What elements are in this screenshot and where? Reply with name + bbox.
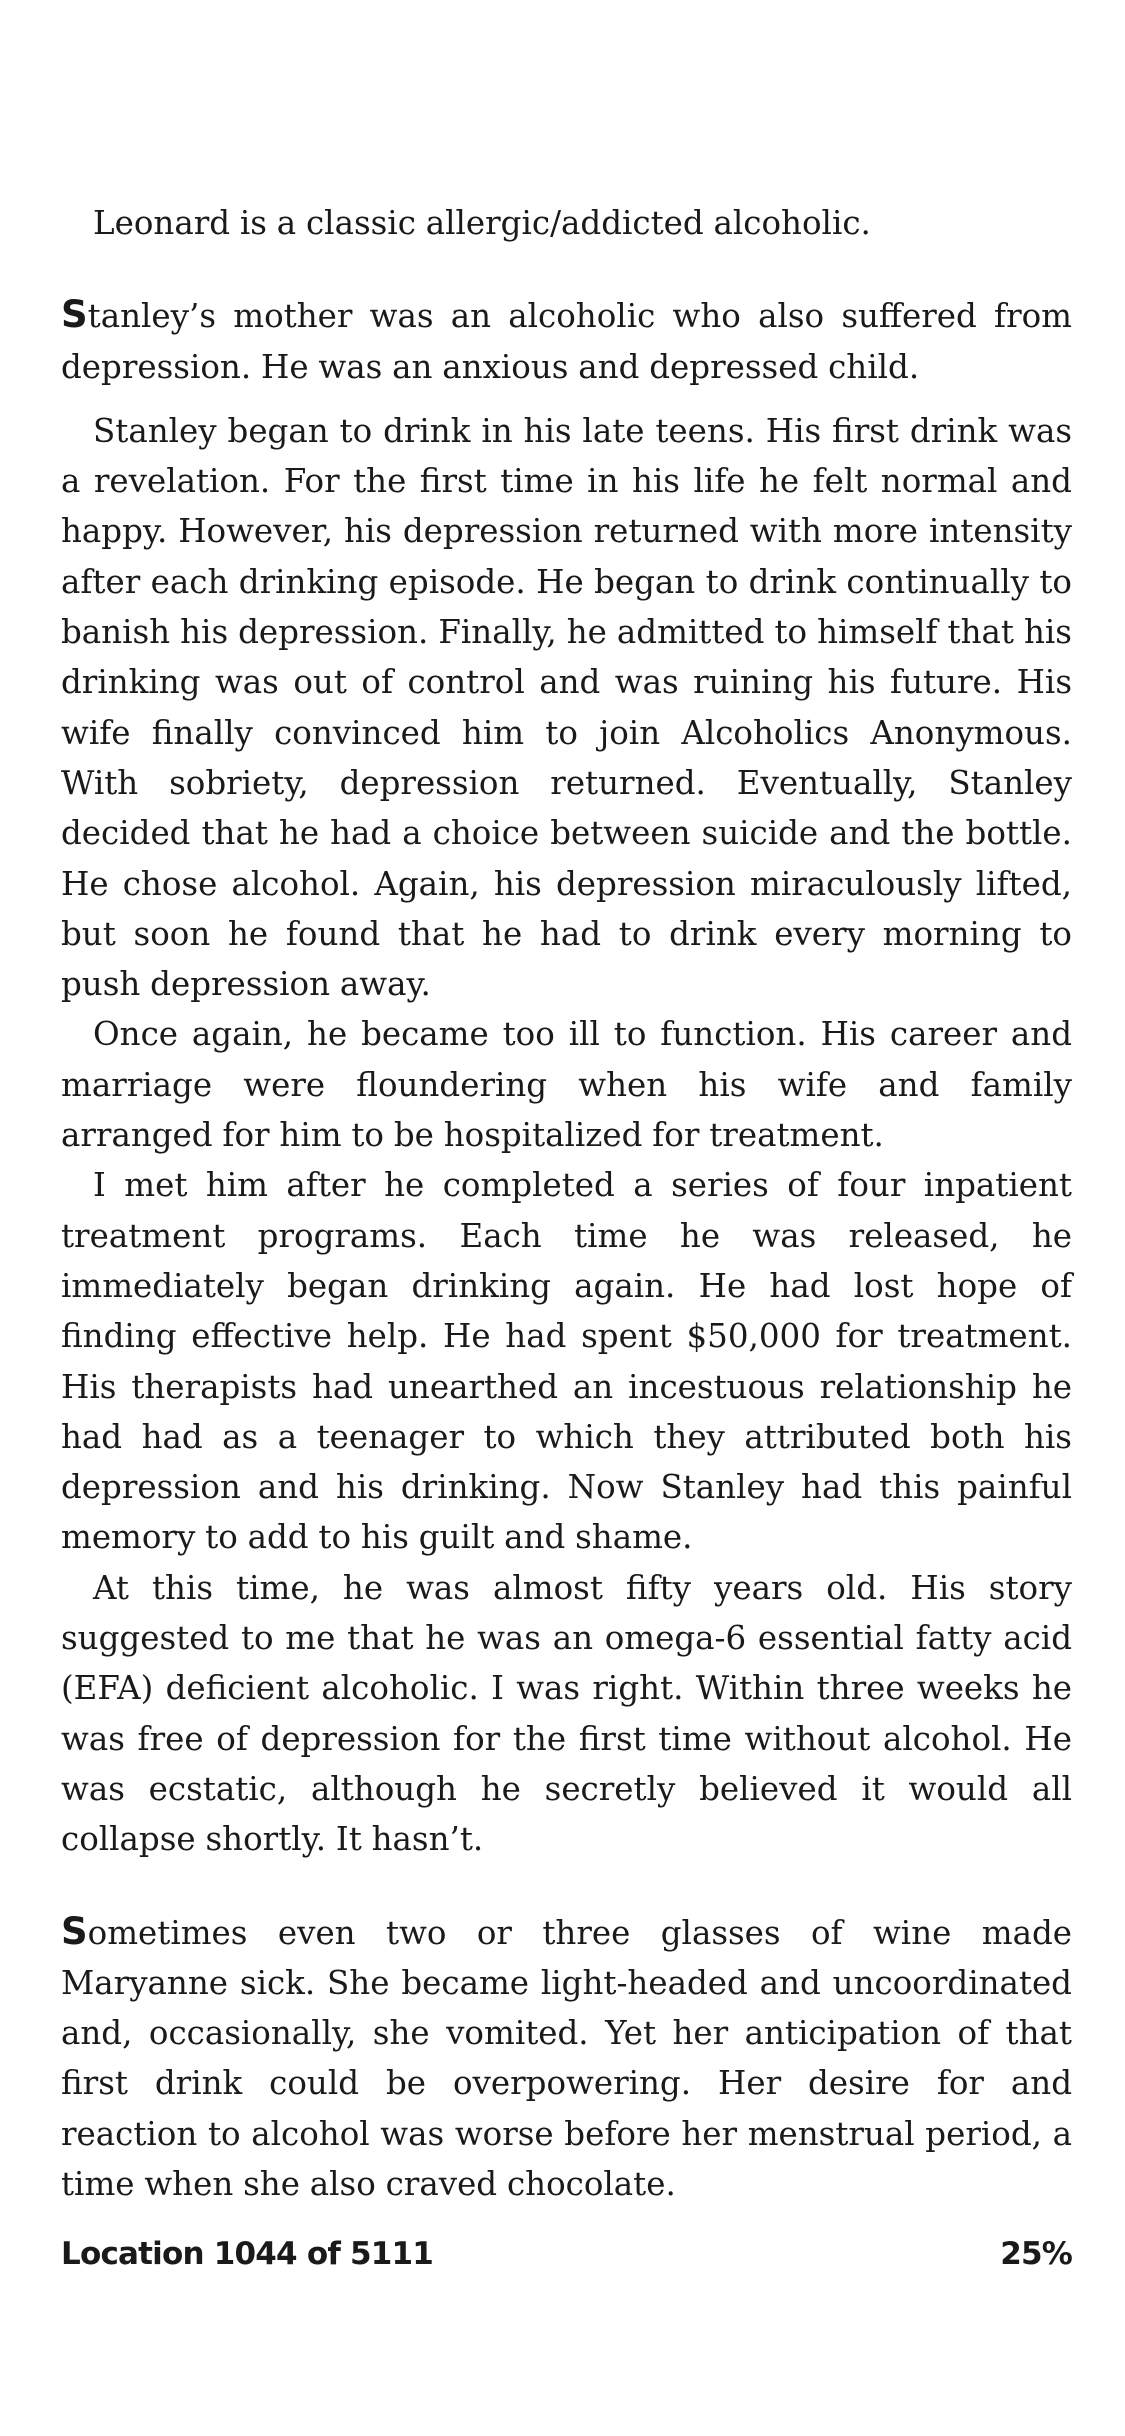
paragraph-stanley-drinking: Stanley began to drink in his late teens. His first drink was a revelation. For the first time in his life he felt normal and happy. However, his depression returned with more intensity after each drinking episode. He began to drink continually to banish his depression. Finally, he admitted to himself that his drinking was out of control and was ruining his future. His wife finally convinced him to join Alcoholics Anonymous. With sobriety, depression returned. Eventually, Stanley decided that he had a choice between suicide and the bottle. He chose alcohol. Again, his depression miraculously lifted, but soon he found that he had to drink every morning to push depression away. — [61, 411, 1072, 1004]
paragraph-stanley-treatment: I met him after he completed a series of four inpatient treatment programs. Each time he was released, he immediately began drinking again. He had lost hope of finding effective help. He had spent $50,000 for treatment. His therapists had unearthed an incestuous relationship he had had as a teenager to which they attributed both his depression and his drinking. Now Stanley had this painful memory to add to his guilt and shame. — [61, 1166, 1072, 1557]
reader-footer — [61, 2236, 1072, 2272]
reader-page[interactable] — [61, 198, 1072, 2209]
paragraph-stanley-recovery: At this time, he was almost fifty years old. His story suggested to me that he was an omega-6 essential fatty acid (EFA) deficient alcoholic. I was right. Within three weeks he was free of depression for the first time without alcohol. He was ecstatic, although he secretly believed it would all collapse shortly. It hasn’t. — [61, 1568, 1072, 1859]
paragraph-leonard: Leonard is a classic allergic/addicted alcoholic. — [93, 204, 871, 242]
paragraph-text: tanley’s mother was an alcoholic who also suffered from depression. He was an anxious and depressed child. — [61, 297, 1072, 386]
dropcap-letter: S — [61, 293, 88, 337]
progress-percent[interactable]: 25% — [1000, 2236, 1072, 2272]
book-text — [61, 198, 1072, 2209]
paragraph-stanley-intro — [61, 290, 1072, 392]
dropcap-letter: S — [61, 1909, 88, 1953]
paragraph-maryanne — [61, 1907, 1072, 2210]
paragraph-text: ometimes even two or three glasses of wine made Maryanne sick. She became light-headed and uncoordinated and, occasionally, she vomited. Yet her anticipation of that first drink could be overpowering. Her desire for and reaction to alcohol was worse before her menstrual period, a time when she also craved chocolate. — [61, 1913, 1072, 2203]
paragraph-stanley-hospital: Once again, he became too ill to function. His career and marriage were floundering when his wife and family arranged for him to be hospitalized for treatment. — [61, 1015, 1072, 1155]
location-indicator[interactable]: Location 1044 of 5111 — [61, 2236, 434, 2272]
